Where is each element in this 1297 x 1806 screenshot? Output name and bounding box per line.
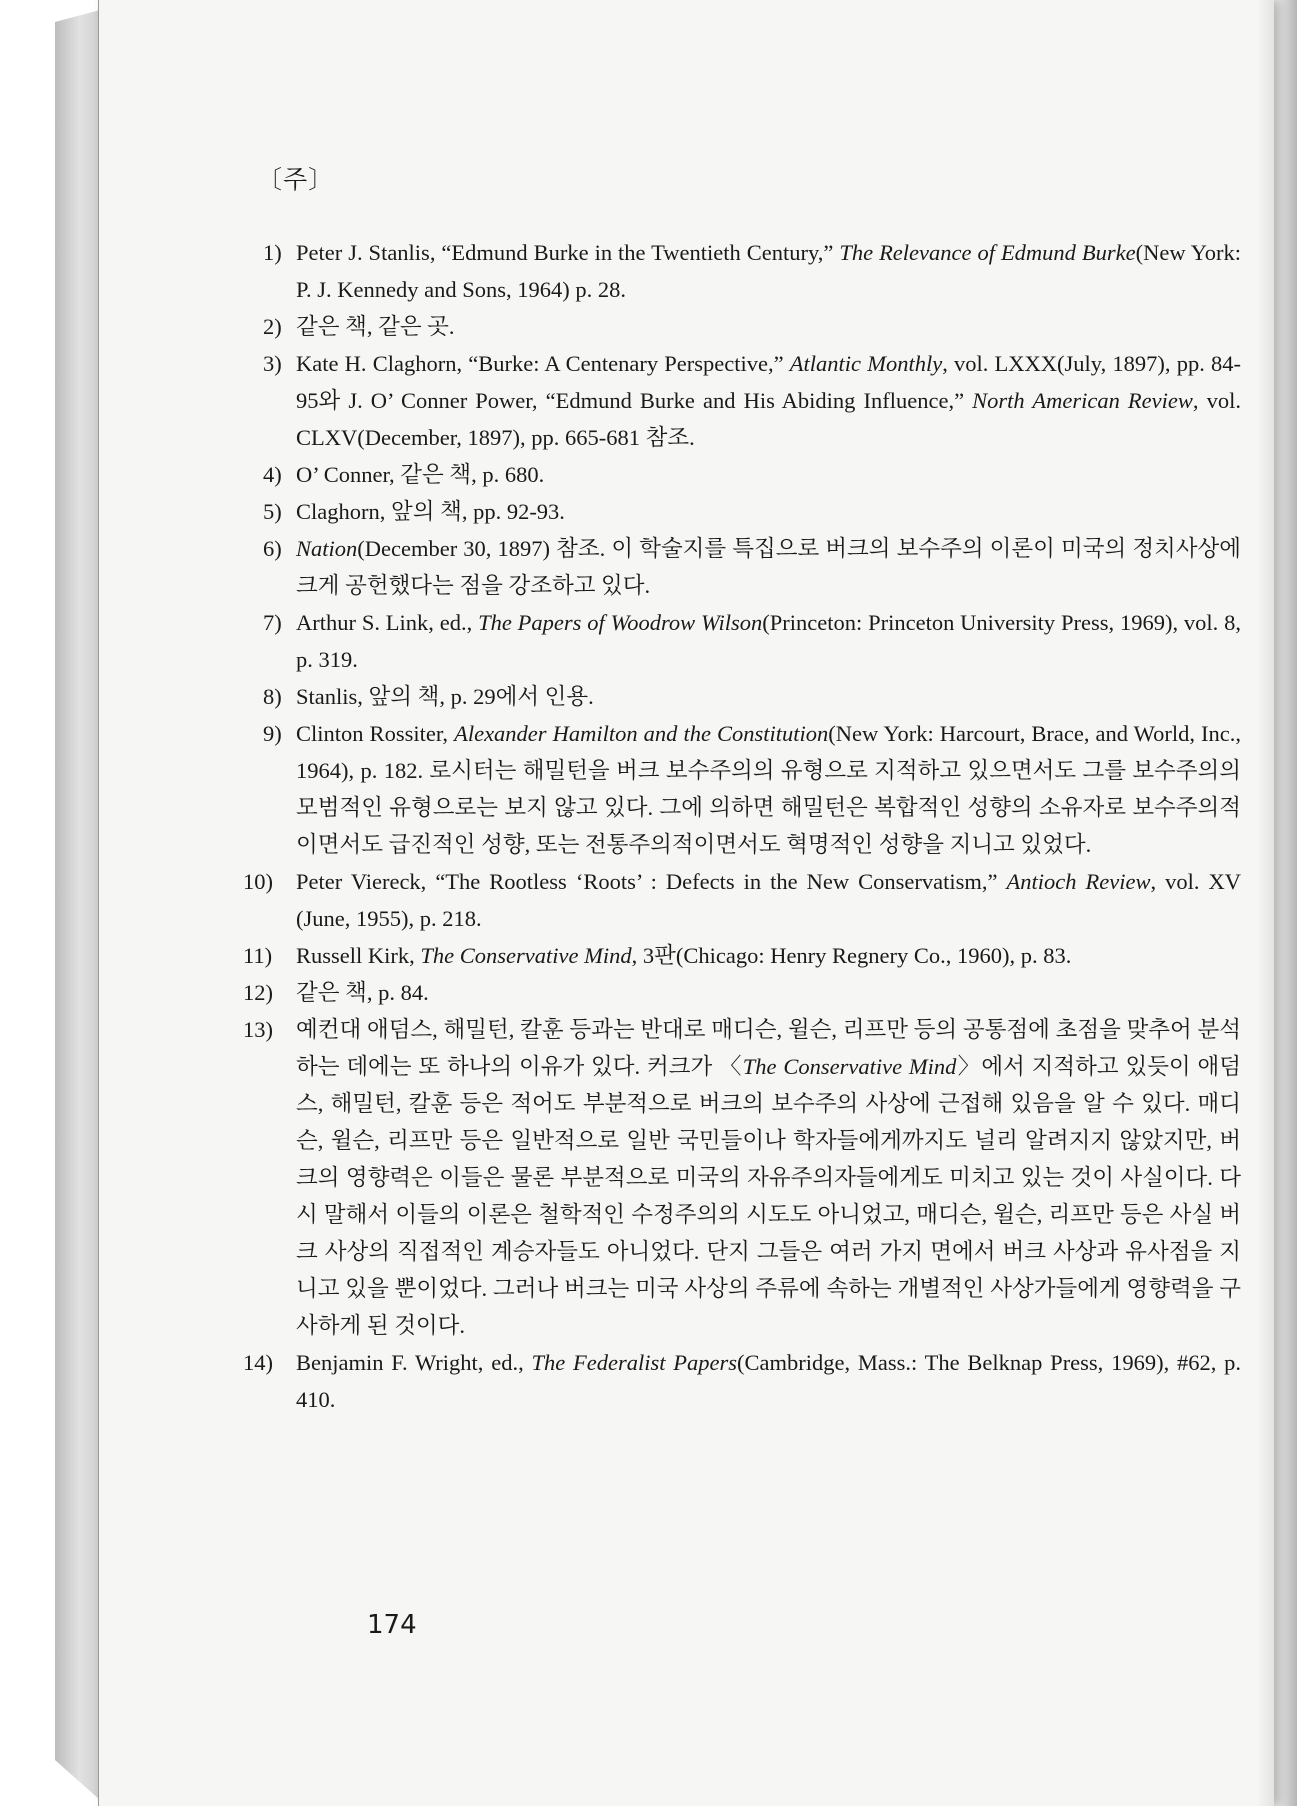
footnote-text: 〉에서 지적하고 있듯이 애덤스, 해밀턴, 칼훈 등은 적어도 부분적으로 버크의 보수주의 사상에 근접해 있음을 알 수 있다. 매디슨, 윌슨, 리프만 등은 일반적으로 일반 국민들이나 학자들에게까지도 널리 알려지지 않았지만, 버크의 영향력은 이들은 물론 부분적으로 미국의 자유주의자들에게도 미치고 있는 것이 사실이다. 다시 말해서 이들의 이론은 철학적인 수정주의의 시도도 아니었고, 매디슨, 윌슨, 리프만 등은 사실 버크 사상의 직접적인 계승자들도 아니었다. 단지 그들은 여러 가지 면에서 버크 사상과 유사점을 지니고 있을 뿐이었다. 그러나 버크는 미국 사상의 주류에 속하는 개별적인 사상가들에게 영향력을 구사하게 된 것이다. <box>296 1054 1241 1338</box>
footnote-text: 같은 책, 같은 곳. <box>296 314 455 339</box>
work-title: Nation <box>296 536 358 561</box>
page-shadow <box>1257 0 1297 1806</box>
work-title: The Relevance of Edmund Burke <box>839 240 1136 265</box>
footnote-text: (New York: Harcourt, Brace, and World, Inc., 1964), p. 182. 로시터는 해밀턴을 버크 보수주의의 유형으로 지적하고 있으면서도 그를 보수주의의 모범적인 유형으로는 보지 않고 있다. 그에 의하면 해밀턴은 복합적인 성향의 소유자로 보수주의적이면서도 급진적인 성향, 또는 전통주의적이면서도 혁명적인 성향을 지니고 있었다. <box>296 721 1241 857</box>
footnote-number: 3) <box>263 351 282 376</box>
footnote-number: 11) <box>243 943 273 968</box>
footnote-text: Peter J. Stanlis, “Edmund Burke in the Twentieth Century,” <box>296 240 840 265</box>
footnote-item <box>251 604 1241 678</box>
footnote-text: (Princeton: Princeton University Press, 1969), vol. 8, p. 319. <box>296 610 1241 672</box>
footnote-text: Russell Kirk, <box>296 943 421 968</box>
footnote-item <box>243 863 1242 937</box>
footnote-number: 7) <box>263 610 282 635</box>
footnote-text: 같은 책, p. 84. <box>296 980 429 1005</box>
footnote-item <box>251 234 1241 308</box>
footnote-text: Clinton Rossiter, <box>296 721 455 746</box>
footnote-item <box>251 715 1241 863</box>
footnote-number: 12) <box>243 980 273 1005</box>
work-title: Alexander Hamilton and the Constitution <box>454 721 829 746</box>
footnote-text: Stanlis, 앞의 책, p. 29에서 인용. <box>296 684 594 709</box>
footnote-number: 10) <box>243 869 273 894</box>
footnote-text: Arthur S. Link, ed., <box>296 610 479 635</box>
footnote-item <box>243 1011 1241 1344</box>
footnote-number: 5) <box>263 499 282 524</box>
footnote-number: 8) <box>263 684 282 709</box>
footnote-text: 예컨대 애덤스, 해밀턴, 칼훈 등과는 반대로 매디슨, 윌슨, 리프만 등의 공통점에 초점을 맞추어 분석하는 데에는 또 하나의 이유가 있다. 커크가 〈 <box>296 1017 1241 1079</box>
footnote-item <box>243 1344 1242 1418</box>
footnote-text: (Cambridge, Mass.: The Belknap Press, 1969), #62, p. 410. <box>296 1350 1242 1412</box>
footnote-number: 2) <box>263 314 282 339</box>
footnote-text: Benjamin F. Wright, ed., <box>296 1350 532 1375</box>
footnote-item <box>251 678 1241 715</box>
footnote-text: , vol. XV (June, 1955), p. 218. <box>296 869 1242 931</box>
footnote-text: , vol. LXXX(July, 1897), pp. 84-95와 J. O’ Conner Power, “Edmund Burke and His Abiding Influence,” <box>296 351 1242 413</box>
work-title: Atlantic Monthly <box>789 351 943 376</box>
work-title: The Papers of Woodrow Wilson <box>478 610 763 635</box>
work-title: Antioch Review <box>1006 869 1151 894</box>
footnote-item <box>251 530 1241 604</box>
footnote-number: 6) <box>263 536 282 561</box>
footnote-text: (December 30, 1897) 참조. 이 학술지를 특집으로 버크의 보수주의 이론이 미국의 정치사상에 크게 공헌했다는 점을 강조하고 있다. <box>296 536 1241 598</box>
work-title: The Conservative Mind <box>420 943 632 968</box>
page-number: 174 <box>367 1610 417 1640</box>
footnote-text: (New York: P. J. Kennedy and Sons, 1964) p. 28. <box>296 240 1241 302</box>
work-title: North American Review <box>972 388 1193 413</box>
footnote-item <box>251 493 1241 530</box>
footnote-text: Kate H. Claghorn, “Burke: A Centenary Perspective,” <box>296 351 790 376</box>
footnote-number: 9) <box>263 721 282 746</box>
book-page <box>98 0 1274 1806</box>
footnote-text: , 3판(Chicago: Henry Regnery Co., 1960), p. 83. <box>631 943 1072 968</box>
footnote-list <box>243 234 1242 1418</box>
work-title: The Federalist Papers <box>531 1350 738 1375</box>
footnote-item <box>251 308 1241 345</box>
footnote-number: 13) <box>243 1017 273 1042</box>
footnote-text: , vol. CLXV(December, 1897), pp. 665-681 참조. <box>296 388 1241 450</box>
footnote-number: 4) <box>263 462 282 487</box>
footnote-text: Peter Viereck, “The Rootless ‘Roots’ : Defects in the New Conservatism,” <box>296 869 1007 894</box>
footnote-item <box>243 937 1241 974</box>
footnote-item <box>251 456 1241 493</box>
footnote-number: 14) <box>243 1350 273 1375</box>
footnote-item <box>243 974 1241 1011</box>
footnote-item <box>251 345 1241 456</box>
book-spine-edge <box>55 10 100 1800</box>
work-title: The Conservative Mind <box>742 1054 957 1079</box>
notes-section <box>243 160 1242 1418</box>
footnote-text: O’ Conner, 같은 책, p. 680. <box>296 462 545 487</box>
notes-heading: 〔주〕 <box>257 165 335 194</box>
footnote-text: Claghorn, 앞의 책, pp. 92-93. <box>296 499 565 524</box>
footnote-number: 1) <box>263 240 282 265</box>
